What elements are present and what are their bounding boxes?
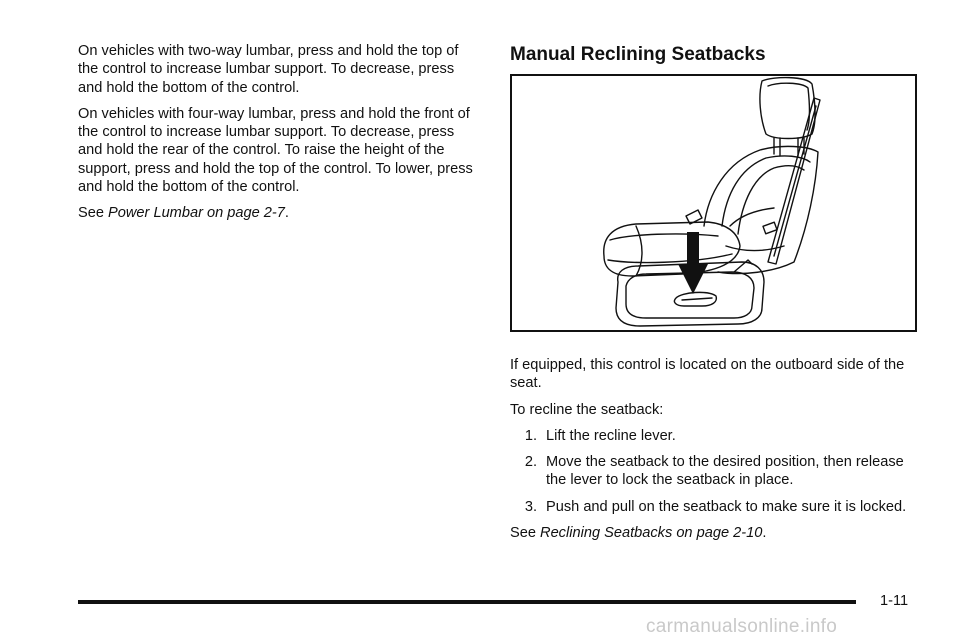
section-heading: Manual Reclining Seatbacks <box>510 44 766 65</box>
step-number: 1. <box>524 427 537 444</box>
two-way-lumbar-paragraph: On vehicles with two-way lumbar, press and hold the top of the control to increase lumbar support. To decrease, press and hold the bottom of the control. <box>78 43 459 96</box>
see-prefix: See <box>78 205 104 222</box>
step-item <box>510 427 920 445</box>
step-item <box>510 453 920 490</box>
footer-rule <box>78 600 856 604</box>
step-number: 2. <box>524 454 537 471</box>
reclining-seatbacks-link[interactable]: Reclining Seatbacks on page 2-10 <box>540 525 763 542</box>
seat-cushion-outline <box>604 222 740 276</box>
see-suffix: . <box>762 525 767 542</box>
seatbelt-strap <box>768 98 820 264</box>
step-text: Lift the recline lever. <box>546 427 676 444</box>
lead-paragraph: To recline the seatback: <box>510 401 664 418</box>
right-column <box>510 356 920 550</box>
step-number: 3. <box>524 498 537 515</box>
step-text: Move the seatback to the desired position, then release the lever to lock the seatback in place. <box>546 454 904 489</box>
power-lumbar-link[interactable]: Power Lumbar on page 2-7 <box>108 205 285 222</box>
left-column <box>78 42 478 231</box>
see-prefix: See <box>510 525 536 542</box>
seat-drawing <box>512 76 915 330</box>
four-way-lumbar-paragraph: On vehicles with four-way lumbar, press and hold the front of the control to increase lumbar support. To decrease, press and hold the rear of the control. To raise the height of the support, press and hold the top of the control. To lower, press and hold the bottom of the control. <box>78 105 473 196</box>
see-suffix: . <box>284 205 289 222</box>
seat-illustration <box>510 74 917 332</box>
recline-steps <box>510 427 920 516</box>
watermark: carmanualsonline.info <box>646 616 838 637</box>
step-text: Push and pull on the seatback to make sure it is locked. <box>546 498 907 515</box>
power-lumbar-reference <box>78 204 478 222</box>
page-number: 1-11 <box>880 593 909 609</box>
step-item <box>510 498 920 516</box>
reclining-seatbacks-reference <box>510 524 920 542</box>
intro-paragraph: If equipped, this control is located on the outboard side of the seat. <box>510 357 905 392</box>
